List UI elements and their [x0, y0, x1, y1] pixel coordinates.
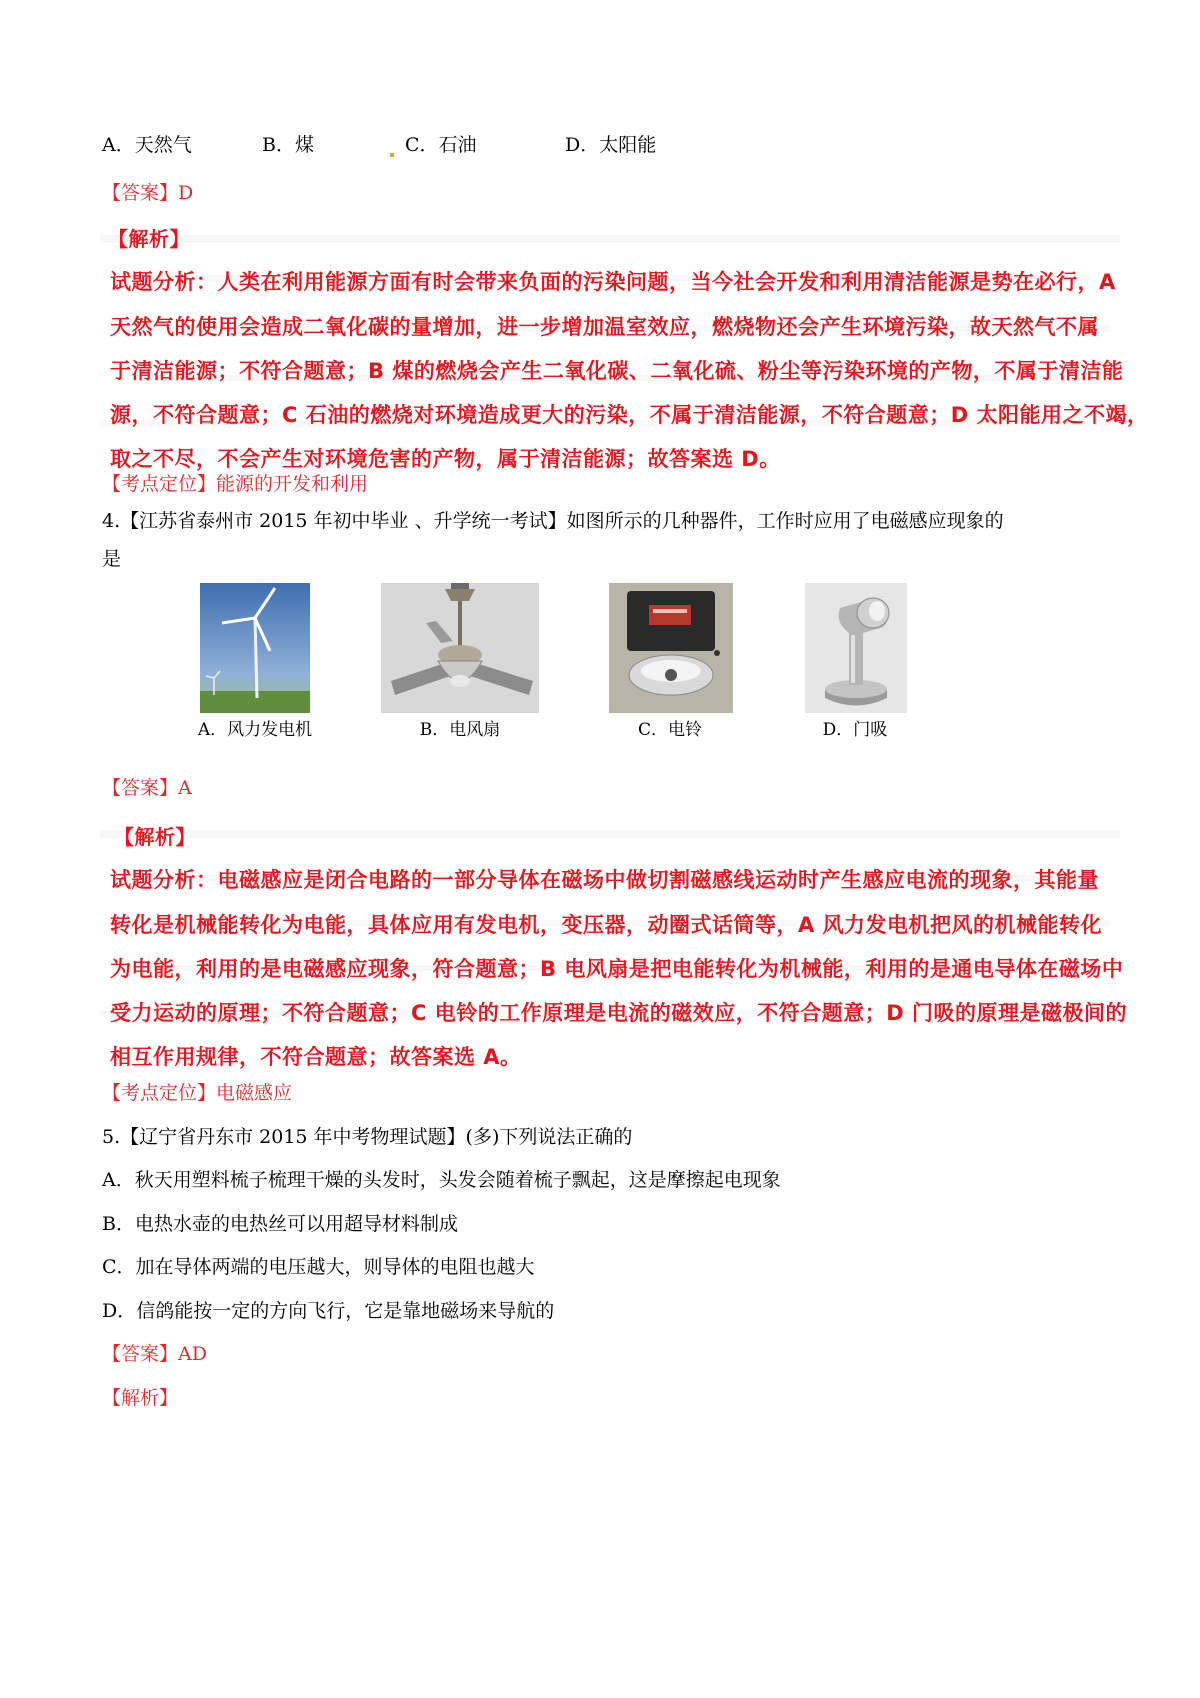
watermark-background [100, 215, 1149, 475]
q4-stem-line-2: 是 [102, 548, 122, 570]
q4-answer: 【答案】A [102, 777, 192, 799]
q3-analysis-line-1: 试题分析：人类在利用能源方面有时会带来负面的污染问题，当今社会开发和利用清洁能源是势在必行，A [110, 270, 1116, 294]
q5-option-d: D．信鸽能按一定的方向飞行，它是靠地磁场来导航的 [102, 1300, 555, 1322]
caption-d: D．门吸 [822, 720, 888, 740]
electric-bell-image [609, 583, 733, 713]
q5-answer: 【答案】AD [102, 1343, 207, 1365]
q3-answer: 【答案】D [102, 182, 194, 204]
q3-kaodian: 【考点定位】能源的开发和利用 [102, 473, 369, 495]
q3-analysis-line-4: 源，不符合题意；C 石油的燃烧对环境造成更大的污染，不属于清洁能源，不符合题意；D 太阳能用之不竭， [110, 403, 1149, 427]
q3-analysis-line-5: 取之不尽，不会产生对环境危害的产物，属于清洁能源；故答案选 D。 [110, 447, 781, 471]
q4-analysis-line-3: 为电能，利用的是电磁感应现象，符合题意；B 电风扇是把电能转化为机械能，利用的是通电导体在磁场中 [110, 957, 1124, 981]
yellow-dot-mark [390, 153, 394, 157]
q3-option-b: B．煤 [262, 134, 314, 156]
q4-analysis-line-2: 转化是机械能转化为电能，具体应用有发电机，变压器，动圈式话筒等，A 风力发电机把风的机械能转化 [110, 913, 1103, 937]
q4-analysis-line-1: 试题分析：电磁感应是闭合电路的一部分导体在磁场中做切割磁感线运动时产生感应电流的现象，其能量 [110, 868, 1099, 892]
caption-a: A．风力发电机 [197, 720, 313, 740]
q4-analysis-line-5: 相互作用规律，不符合题意；故答案选 A。 [110, 1045, 522, 1069]
q5-option-a: A．秋天用塑料梳子梳理干燥的头发时，头发会随着梳子飘起，这是摩擦起电现象 [102, 1169, 781, 1191]
door-stopper-image [805, 583, 907, 713]
q3-option-a: A．天然气 [102, 134, 192, 156]
q5-option-c: C．加在导体两端的电压越大，则导体的电阻也越大 [102, 1256, 535, 1278]
q3-option-c: C．石油 [405, 134, 477, 156]
q4-analysis-line-4: 受力运动的原理；不符合题意；C 电铃的工作原理是电流的磁效应，不符合题意；D 门吸的原理是磁极间的 [110, 1001, 1127, 1025]
q4-analysis-heading: 【解析】 [114, 825, 196, 849]
q5-stem: 5.【辽宁省丹东市 2015 年中考物理试题】(多)下列说法正确的 [102, 1126, 633, 1148]
q3-analysis-line-2: 天然气的使用会造成二氧化碳的量增加，进一步增加温室效应，燃烧物还会产生环境污染，故天然气不属 [110, 315, 1099, 339]
watermark-background [100, 815, 1127, 1070]
ceiling-fan-image [381, 583, 539, 713]
q3-analysis-heading: 【解析】 [108, 227, 190, 251]
q3-option-d: D．太阳能 [565, 134, 657, 156]
q5-option-b: B．电热水壶的电热丝可以用超导材料制成 [102, 1213, 458, 1235]
q5-analysis-heading: 【解析】 [102, 1387, 179, 1409]
wind-turbine-image [200, 583, 310, 713]
q4-kaodian: 【考点定位】电磁感应 [102, 1082, 293, 1104]
q4-stem-line-1: 4.【江苏省泰州市 2015 年初中毕业 、升学统一考试】如图所示的几种器件，工作时应用了电磁感应现象的 [102, 510, 1004, 532]
caption-c: C．电铃 [637, 720, 702, 740]
caption-b: B．电风扇 [419, 720, 501, 740]
q3-analysis-line-3: 于清洁能源；不符合题意；B 煤的燃烧会产生二氧化碳、二氧化硫、粉尘等污染环境的产物，不属于清洁能 [110, 359, 1124, 383]
